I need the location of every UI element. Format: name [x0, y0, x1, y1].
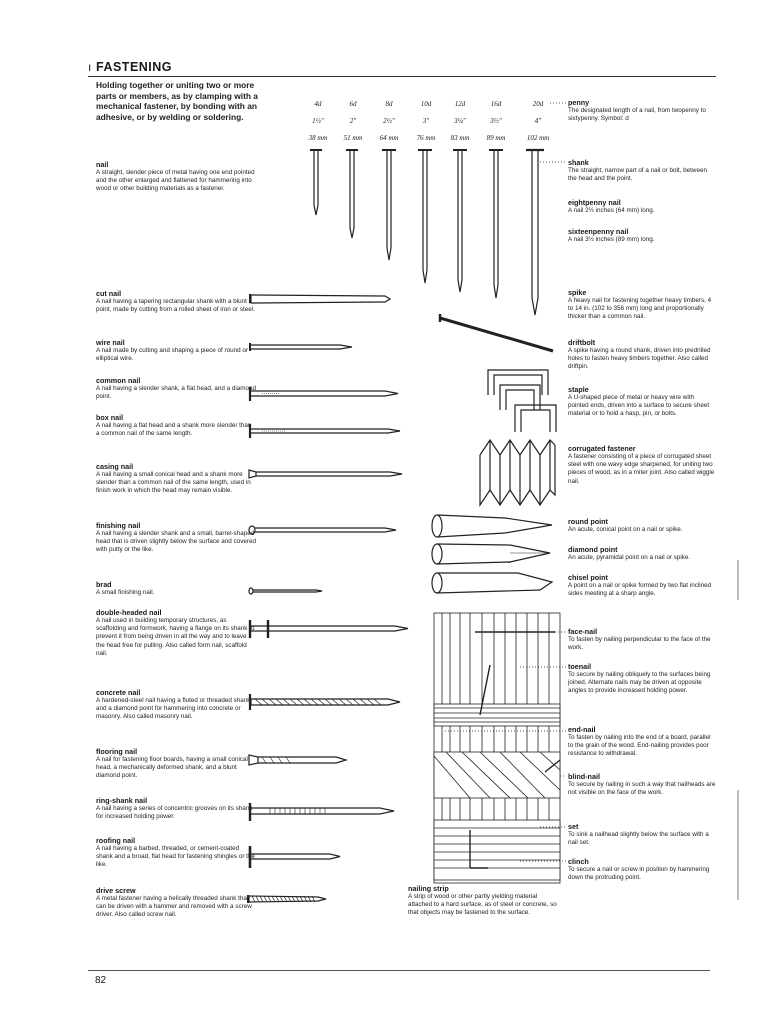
- size-inch: 4": [534, 117, 542, 125]
- flooring-nail-drawing: [249, 755, 346, 765]
- size-inch: 2½": [383, 117, 395, 125]
- entry-double-headed-nail: [96, 608, 256, 658]
- entry-def: A nail made by cutting and shaping a piece of round or elliptical wire.: [96, 347, 248, 363]
- entry-def: A metal fastener having a helically threaded shank that can be driven with a hammer and removed with a screw driver. Also called screw nail.: [96, 895, 252, 919]
- entry-term: ring-shank nail: [96, 796, 148, 805]
- concrete-nail-drawing: [250, 694, 400, 710]
- entry-box-nail: [96, 413, 256, 438]
- size-mm: 89 mm: [486, 134, 506, 142]
- entry-casing-nail: [96, 462, 256, 496]
- chisel-point-drawing: [432, 573, 552, 593]
- finishing-nail-drawing: [249, 526, 396, 534]
- entry-sixteenpenny-nail: [568, 227, 716, 244]
- entry-cut-nail: [96, 289, 256, 314]
- entry-def: An acute, pyramidal point on a nail or spike.: [568, 554, 691, 561]
- size-mm: 76 mm: [416, 134, 436, 142]
- entry-term: flooring nail: [96, 747, 138, 756]
- casing-nail-drawing: [249, 470, 402, 478]
- entry-wire-nail: [96, 338, 256, 363]
- ring-shank-nail-drawing: [250, 803, 394, 821]
- entry-roofing-nail: [96, 836, 256, 870]
- entry-def: A nail having a series of concentric grooves on its shank for increased holding power.: [96, 805, 253, 821]
- entry-term: cut nail: [96, 289, 122, 298]
- entry-nailing-strip: [408, 884, 558, 918]
- entry-toenail: [568, 662, 716, 696]
- entry-def: A nail having a tapering rectangular shank with a blunt point, made by cutting from a rolled sheet of iron or steel.: [96, 298, 255, 314]
- entry-term: nailing strip: [408, 884, 449, 893]
- entry-def: A strip of wood or other partly yielding material attached to a hard surface, as of steel or concrete, so that objects may be fastened to the surface.: [408, 893, 557, 917]
- size-penny: 4d: [314, 100, 322, 108]
- entry-blind-nail: [568, 772, 716, 797]
- entry-term: roofing nail: [96, 836, 136, 845]
- entry-def: A heavy nail for fastening together heavy timbers, 4 to 14 in. (102 to 356 mm) long and proportionally thicker than a common nail.: [568, 297, 712, 321]
- entry-brad: [96, 580, 256, 597]
- page-number: 82: [95, 975, 107, 986]
- entry-term: driftbolt: [568, 338, 596, 347]
- entry-term: set: [568, 822, 579, 831]
- entry-def: A U-shaped piece of metal or heavy wire with pointed ends, driven into a surface to secure sheet material or to hold a hasp, pin, or bolts.: [568, 394, 710, 418]
- nail-16d: [489, 150, 503, 298]
- entry-chisel-point: [568, 573, 716, 598]
- size-mm: 51 mm: [343, 134, 363, 142]
- entry-def: A straight, slender piece of metal having one end pointed and the other enlarged and flattened for hammering into wood or other building materials as a fastener.: [96, 169, 255, 193]
- staple-drawing: [488, 370, 556, 432]
- size-inch: 3½": [490, 117, 502, 125]
- entry-def: A hardened-steel nail having a fluted or threaded shank and a diamond point for hammering into concrete or masonry. Also called masonry nail.: [96, 697, 251, 721]
- entry-diamond-point: [568, 545, 716, 562]
- size-penny: 8d: [385, 100, 393, 108]
- entry-concrete-nail: [96, 688, 256, 722]
- entry-def: A fastener consisting of a piece of corrugated sheet steel with one wavy edge sharpened, for uniting two pieces of wood, as in a miter joint. Also called wiggle nail.: [568, 453, 715, 485]
- entry-staple: [568, 385, 716, 419]
- entry-def: A nail having a barbed, threaded, or cement-coated shank and a broad, flat head for fastening shingles or the like.: [96, 845, 255, 869]
- box-nail-drawing: [250, 424, 400, 438]
- entry-def: To secure by nailing obliquely to the surfaces being joined. Alternate nails may be driven at opposite angles to provide increased holding power.: [568, 671, 711, 695]
- entry-term: end-nail: [568, 725, 596, 734]
- entry-def: To fasten by nailing into the end of a board, parallel to the grain of the wood. End-nailing provides poor resistance to withdrawal.: [568, 734, 711, 758]
- nail-6d: [346, 150, 358, 238]
- entry-term: corrugated fastener: [568, 444, 636, 453]
- entry-def: A nail having a slender shank and a small, barrel-shaped head that is driven slightly below the surface and covered with putty or the like.: [96, 530, 256, 554]
- entry-penny: [568, 98, 716, 123]
- entry-term: common nail: [96, 376, 141, 385]
- entry-term: round point: [568, 517, 608, 526]
- entry-def: To fasten by nailing perpendicular to the face of the work.: [568, 636, 711, 652]
- entry-term: finishing nail: [96, 521, 141, 530]
- intro-text: Holding together or uniting two or more parts or members, as by clamping with a mechanical fastener, by bonding with an adhesive, or by welding or soldering.: [96, 80, 258, 122]
- entry-def: A nail having a small conical head and a shank more slender than a common nail of the same length, used in finish work in which the head may remain visible.: [96, 471, 251, 495]
- size-penny: 20d: [532, 100, 544, 108]
- entry-term: casing nail: [96, 462, 134, 471]
- entry-term: spike: [568, 288, 587, 297]
- entry-def: A point on a nail or spike formed by two flat inclined sides meeting at a sharp angle.: [568, 582, 712, 598]
- common-nail-drawing: [250, 387, 398, 401]
- entry-term: concrete nail: [96, 688, 141, 697]
- entry-def: A nail for fastening floor boards, having a small conical head, a mechanically deformed shank, and a blunt diamond point.: [96, 756, 248, 780]
- entry-def: A nail 3½ inches (89 mm) long.: [568, 236, 655, 243]
- entry-term: box nail: [96, 413, 124, 422]
- entry-term: toenail: [568, 662, 592, 671]
- size-inch: 3¼": [454, 117, 466, 125]
- nail-12d: [453, 150, 467, 292]
- nail-20d: [526, 150, 544, 315]
- size-penny: 6d: [349, 100, 357, 108]
- entry-spike: [568, 288, 716, 322]
- entry-def: To secure a nail or screw in position by hammering down the protruding point.: [568, 866, 710, 882]
- entry-def: The straight, narrow part of a nail or bolt, between the head and the point.: [568, 167, 707, 183]
- entry-corrugated-fastener: [568, 444, 716, 486]
- size-inch: 3": [422, 117, 430, 125]
- size-mm: 102 mm: [526, 134, 550, 142]
- size-penny: 12d: [454, 100, 466, 108]
- size-mm: 83 mm: [450, 134, 470, 142]
- entry-eightpenny-nail: [568, 198, 716, 215]
- nail-10d: [418, 150, 432, 283]
- double-headed-nail-drawing: [250, 620, 408, 638]
- wire-nail-drawing: [250, 343, 352, 351]
- entry-drive-screw: [96, 886, 256, 920]
- entry-term: sixteenpenny nail: [568, 227, 629, 236]
- size-penny: 16d: [490, 100, 502, 108]
- entry-term: wire nail: [96, 338, 125, 347]
- entry-term: drive screw: [96, 886, 136, 895]
- entry-def: The designated length of a nail, from twopenny to sixtypenny. Symbol: d: [568, 107, 706, 123]
- entry-face-nail: [568, 627, 716, 652]
- entry-def: A nail used in building temporary structures, as scaffolding and formwork, having a flange on its shank to prevent it from being driven in all the way and to leave the head free for pulling. Also called form nail, scaffold nail.: [96, 617, 255, 657]
- roofing-nail-drawing: [250, 846, 340, 868]
- entry-def: A spike having a round shank, driven into predrilled holes to fasten heavy timbers together. Also called driftpin.: [568, 347, 711, 371]
- entry-term: face-nail: [568, 627, 598, 636]
- drive-screw-drawing: [248, 895, 326, 903]
- title-marker: ı: [88, 60, 92, 74]
- entry-round-point: [568, 517, 716, 534]
- brad-drawing: [249, 588, 322, 594]
- entry-term: diamond point: [568, 545, 618, 554]
- entry-end-nail: [568, 725, 716, 759]
- entry-def: A nail having a slender shank, a flat head, and a diamond point.: [96, 385, 256, 401]
- entry-term: nail: [96, 160, 109, 169]
- diamond-point-drawing: [432, 544, 550, 564]
- entry-term: penny: [568, 98, 590, 107]
- entry-term: chisel point: [568, 573, 608, 582]
- round-point-drawing: [432, 515, 552, 537]
- driftbolt-drawing: [440, 314, 553, 351]
- entry-driftbolt: [568, 338, 716, 372]
- entry-term: shank: [568, 158, 589, 167]
- entry-finishing-nail: [96, 521, 256, 555]
- entry-term: double-headed nail: [96, 608, 162, 617]
- entry-ring-shank-nail: [96, 796, 256, 821]
- entry-term: clinch: [568, 857, 589, 866]
- entry-term: brad: [96, 580, 112, 589]
- entry-nail: [96, 160, 256, 194]
- entry-flooring-nail: [96, 747, 256, 781]
- size-mm: 64 mm: [379, 134, 399, 142]
- entry-def: To secure by nailing in such a way that nailheads are not visible on the face of the work.: [568, 781, 716, 797]
- size-mm: 38 mm: [308, 134, 328, 142]
- entry-term: eightpenny nail: [568, 198, 621, 207]
- nail-4d: [310, 150, 322, 215]
- size-inch: 2": [349, 117, 357, 125]
- entry-def: To sink a nailhead slightly below the surface with a nail set.: [568, 831, 709, 847]
- entry-shank: [568, 158, 716, 183]
- entry-def: A nail 2½ inches (64 mm) long.: [568, 207, 655, 214]
- entry-def: A small finishing nail.: [96, 589, 155, 596]
- entry-set: [568, 822, 716, 847]
- size-penny: 10d: [420, 100, 432, 108]
- entry-term: staple: [568, 385, 589, 394]
- entry-def: An acute, conical point on a nail or spike.: [568, 526, 683, 533]
- footer-rule: [88, 970, 710, 971]
- nailing-assembly-drawing: [434, 613, 560, 883]
- entry-term: blind-nail: [568, 772, 600, 781]
- cut-nail-drawing: [250, 294, 390, 303]
- size-inch: 1½": [312, 117, 324, 125]
- corrugated-fastener-drawing: [480, 440, 555, 505]
- entry-def: A nail having a flat head and a shank more slender than a common nail of the same length.: [96, 422, 252, 438]
- page-title: FASTENING: [96, 60, 173, 74]
- entry-clinch: [568, 857, 716, 882]
- entry-common-nail: [96, 376, 256, 401]
- nail-8d: [382, 150, 396, 260]
